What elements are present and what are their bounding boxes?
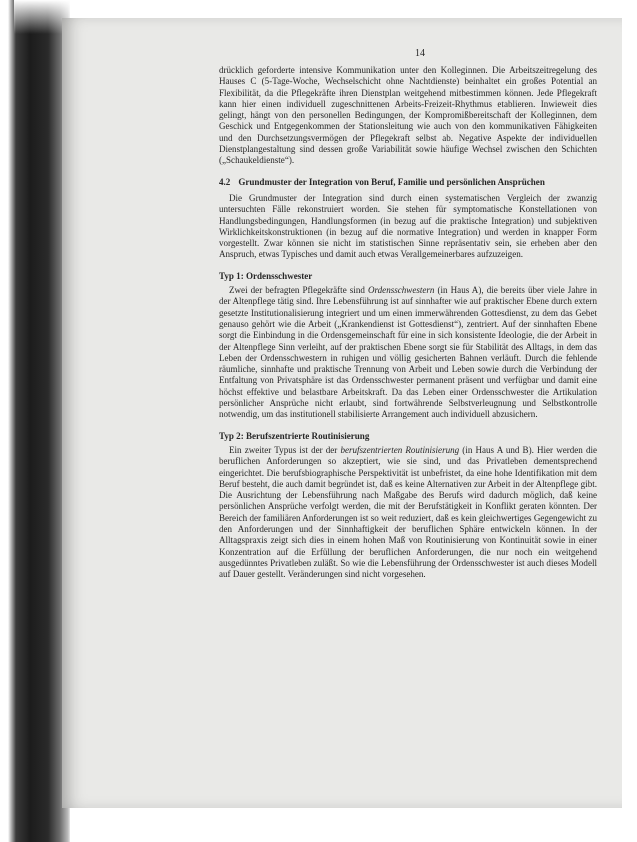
type-2-paragraph	[219, 445, 597, 581]
type-1-paragraph	[219, 285, 597, 421]
type-2-text-rest: (in Haus A und B). Hier werden die beruflichen Anforderungen so akzeptiert, wie sie sind, und das Privatleben dementsprechend eingerichtet. Die berufsbiographische Perspektivität ist unbefristet, da eine hohe Identifikation mit dem Beruf besteht, die auch damit begründet ist, daß es keine Alternativen zur Arbeit in der Altenpflege gibt. Die Ausrichtung der Lebensführung nach Maßgabe des Berufs wird dadurch möglich, daß keine persönlichen Ansprüche verfolgt werden, die mit der Berufstätigkeit in Konflikt geraten könnten. Der Bereich der familiären Anforderungen ist so weit reduziert, daß es kein gleichwertiges Gegengewicht zu den Anforderungen und der Sinnhaftigkeit der beruflichen Sphäre entwickeln können. In der Alltagspraxis zeigt sich dies in einem hohen Maß von Routinisierung von Kontinuität sowie in einer Konzentration auf die Erfüllung der beruflichen Anforderungen, die nur noch ein weitgehend ausgedünntes Privatleben zuläßt. So wie die Lebensführung der Ordensschwester ist auch dieses Modell auf Dauer gestellt. Veränderungen sind nicht vorgesehen.	[219, 444, 598, 580]
page-number: 14	[415, 48, 425, 59]
type-1-text-start: Zwei der befragten Pflegekräfte sind	[229, 285, 368, 296]
type-1-emphasis: Ordensschwestern	[367, 285, 435, 296]
type-1-text-rest: (in Haus A), die bereits über viele Jahre in der Altenpflege tätig sind. Ihre Lebensführung ist auf sinnhafter wie auf praktischer Ebene durch extern gesetzte Institutionalisierung integriert und um einen immerwährenden Gottesdienst, zu dem das Gebet genauso gehört wie die Arbeit („Krankendienst ist Gottesdienst“), zentriert. Auf der sinnhaften Ebene sorgt die Einbindung in die Ordensgemeinschaft für eine in sich konsistente Ideologie, die der Arbeit in der Altenpflege Sinn verleiht, auf der praktischen Ebene sorgt sie für Stabilität des Alltags, in dem das Leben der Ordensschwestern in ruhigen und völlig gesicherten Bahnen verläuft. Durch die fehlende räumliche, sinnhafte und praktische Trennung von Arbeit und Leben sowie durch die Verbindung der Entfaltung von Privatsphäre ist das Ordensschwester permanent präsent und verfügbar und damit eine höchst effektive und belastbare Arbeitskraft. Da das Leben einer Ordensschwester die Artikulation persönlicher Ansprüche nicht erlaubt, sind fortwährende Selbstverleugnung und Selbstkontrolle notwendig, um das institutionell stabilisierte Arrangement auch individuell abzusichern.	[219, 285, 597, 420]
type-2-heading: Typ 2: Berufszentrierte Routinisierung	[219, 430, 370, 441]
book-page	[62, 18, 622, 808]
section-heading	[219, 177, 597, 188]
type-2-emphasis: berufszentrierten Routinisierung	[340, 444, 460, 455]
book-spine-shadow	[0, 0, 70, 842]
page-text-block	[219, 48, 597, 580]
section-number: 4.2	[219, 176, 231, 187]
section-title: Grundmuster der Integration von Beruf, Familie und persönlichen Ansprüchen	[238, 176, 545, 187]
paragraph-work-schedule: drücklich geforderte intensive Kommunikation unter den Kolleginnen. Die Arbeitszeitregelung des Hauses C (5-Tage-Woche, Wechselschicht ohne Nachtdienste) beinhaltet ein großes Potential an Flexibilität, da die Pflegekräfte ihren Dienstplan weitgehend mitbestimmen können. Jede Pflegekraft kann hier einen individuell zugeschnittenen Arbeits-Freizeit-Rhythmus etablieren. Inwieweit dies gelingt, hängt von den personellen Bedingungen, der Kompromißbereitschaft der Kolleginnen, dem Geschick und Entgegenkommen der Stationsleitung wie auch von den kommunikativen Fähigkeiten und den Durchsetzungsvermögen der Pflegekraft selbst ab. Negative Aspekte der individuellen Dienstplangestaltung sind dessen große Variabilität sowie häufige Wechsel zwischen den Schichten („Schaukeldienste“).	[219, 65, 597, 166]
type-1-heading: Typ 1: Ordensschwester	[219, 270, 313, 281]
type-2-text-start: Ein zweiter Typus ist der der	[229, 444, 341, 455]
paragraph-patterns-intro: Die Grundmuster der Integration sind durch einen systematischen Vergleich der zwanzig untersuchten Fälle rekonstruiert worden. Sie stehen für symptomatische Konstellationen von Handlungsbedingungen, Handlungsformen (in bezug auf die praktische Integration) und subjektiven Wirklichkeitskonstruktionen (in bezug auf die normative Integration) und werden in knapper Form vorgestellt. Zwar können sie nicht im statistischen Sinne repräsentativ sein, sie erheben aber den Anspruch, etwas Typisches und damit auch etwas Verallgemeinerbares aufzuzeigen.	[219, 192, 597, 260]
